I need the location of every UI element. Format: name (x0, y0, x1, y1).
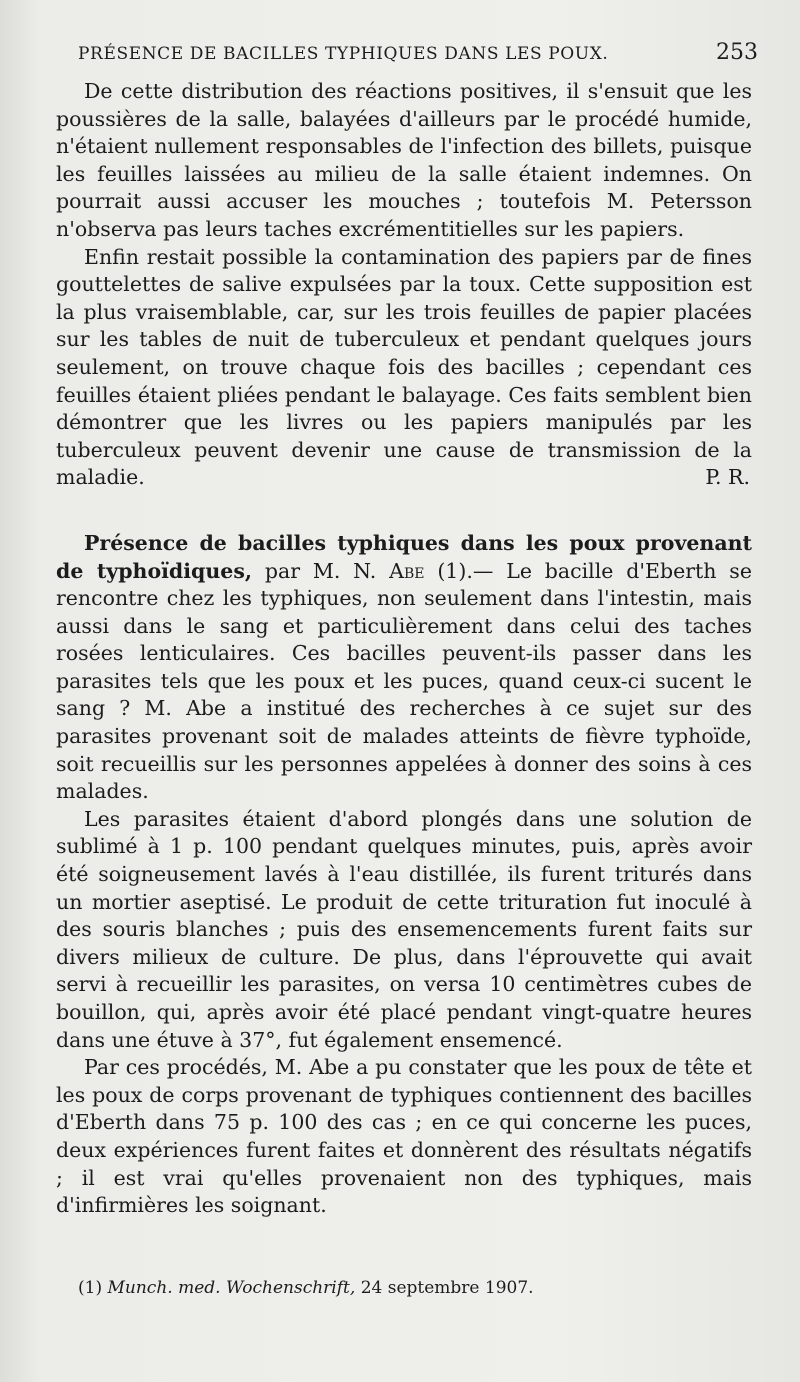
running-header (78, 40, 758, 65)
paragraph-3 (56, 530, 752, 806)
paragraph-1: De cette distribution des réactions positives, il s'ensuit que les poussières de la salle, balayées d'ailleurs par le procédé humide, n'étaient nullement responsables de l'infection des billets, puisque les feuilles laissées au milieu de la salle étaient indemnes. On pourrait aussi accuser les mouches ; toutefois M. Petersson n'observa pas leurs taches excrémentitielles sur les papiers. (56, 79, 752, 241)
page-number: 253 (716, 40, 758, 65)
paragraph-2 (56, 244, 752, 492)
paragraph-5: Par ces procédés, M. Abe a pu constater que les poux de tête et les poux de corps provenant de typhiques contiennent des bacilles d'Eberth dans 75 p. 100 des cas ; en ce qui concerne les puces, deux expériences furent faites et donnèrent des résultats négatifs ; il est vrai qu'elles provenaient non des typhiques, mais d'infirmières les soignant. (56, 1055, 752, 1218)
running-title: PRÉSENCE DE BACILLES TYPHIQUES DANS LES POUX. (78, 44, 609, 64)
footnote (78, 1276, 758, 1300)
section-heading: Présence de bacilles typhiques dans les poux provenant de typhoïdiques, (56, 530, 752, 583)
footnote-marker: (1) (78, 1278, 103, 1298)
author-name: Abe (389, 558, 425, 583)
article-body (56, 78, 752, 1220)
section-gap (56, 492, 752, 530)
author-prefix: par M. N. (264, 558, 377, 583)
footnote-source: Munch. med. Wochenschrift, (107, 1278, 356, 1298)
footnote-date: 24 septembre 1907. (360, 1278, 534, 1298)
paragraph-3-text: (1).— Le bacille d'Eberth se rencontre chez les typhiques, non seulement dans l'intestin, mais aussi dans le sang et particulièrement dans celui des taches rosées lenticulaires. Ces bacilles peuvent-ils passer dans les parasites tels que les poux et les puces, quand ceux-ci sucent le sang ? M. Abe a institué des recherches à ce sujet sur des parasites provenant soit de malades atteints de fièvre typhoïde, soit recueillis sur les personnes appelées à donner des soins à ces malades. (56, 558, 752, 804)
paragraph-2-text: Enfin restait possible la contamination des papiers par de fines gouttelettes de salive expulsées par la toux. Cette supposition est la plus vraisemblable, car, sur les trois feuilles de papier placées sur les tables de nuit de tuberculeux et pendant quelques jours seulement, on trouve chaque fois des bacilles ; cependant ces feuilles étaient pliées pendant le balayage. Ces faits semblent bien démontrer que les livres ou les papiers manipulés par les tuberculeux peuvent devenir une cause de transmission de la maladie. (56, 244, 752, 490)
author-signature: P. R. (705, 465, 750, 490)
paragraph-4: Les parasites étaient d'abord plongés dans une solution de sublimé à 1 p. 100 pendant quelques minutes, puis, après avoir été soigneusement lavés à l'eau distillée, ils furent triturés dans un mortier aseptisé. Le produit de cette trituration fut inoculé à des souris blanches ; puis des ensemencements furent faits sur divers milieux de culture. De plus, dans l'éprouvette qui avait servi à recueillir les parasites, on versa 10 centimètres cubes de bouillon, qui, après avoir été placé pendant vingt-quatre heures dans une étuve à 37°, fut également ensemencé. (56, 806, 752, 1052)
